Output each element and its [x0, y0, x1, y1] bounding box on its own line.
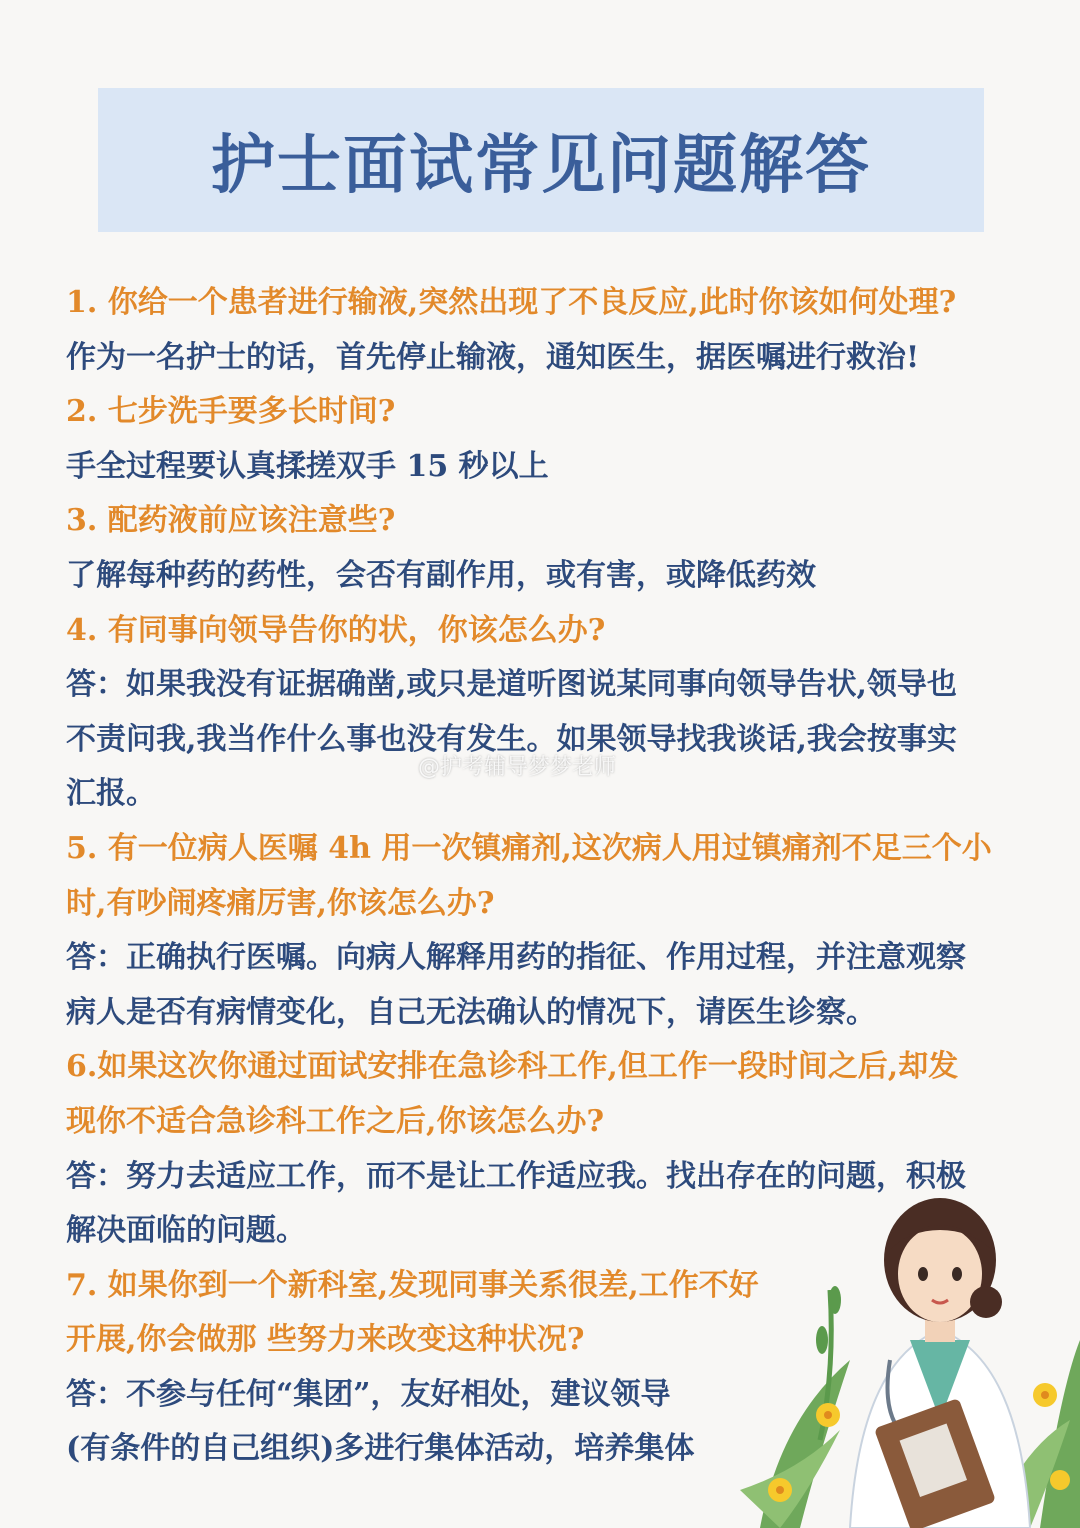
- nurse-illustration: [740, 1190, 1080, 1528]
- answer-line: 答：不参与任何“集团”，友好相处，建议领导: [66, 1376, 671, 1412]
- answer-line: 汇报。: [66, 776, 156, 812]
- question-line: 开展,你会做那 些努力来改变这种状况?: [66, 1322, 585, 1358]
- title-banner: [98, 88, 984, 232]
- answer-line: 答：努力去适应工作，而不是让工作适应我。找出存在的问题，积极: [66, 1158, 966, 1194]
- answer-line: 答：正确执行医嘱。向病人解释用药的指征、作用过程，并注意观察: [66, 940, 966, 976]
- question-line: 4. 有同事向领导告你的状，你该怎么办?: [66, 612, 606, 648]
- answer-line: 不责问我,我当作什么事也没有发生。如果领导找我谈话,我会按事实: [66, 721, 957, 757]
- answer-line: 手全过程要认真揉搓双手 15 秒以上: [66, 448, 549, 484]
- answer-line: 作为一名护士的话，首先停止输液，通知医生，据医嘱进行救治!: [66, 339, 920, 375]
- answer-line: 病人是否有病情变化，自己无法确认的情况下，请医生诊察。: [66, 994, 876, 1030]
- nurse-figure: [850, 1198, 1030, 1528]
- answer-line: (有条件的自己组织)多进行集体活动，培养集体: [66, 1431, 695, 1467]
- page-title: 护士面试常见问题解答: [211, 128, 871, 203]
- question-line: 6.如果这次你通过面试安排在急诊科工作,但工作一段时间之后,却发: [66, 1049, 959, 1085]
- question-line: 5. 有一位病人医嘱 4h 用一次镇痛剂,这次病人用过镇痛剂不足三个小: [66, 830, 992, 866]
- answer-line: 答：如果我没有证据确凿,或只是道听图说某同事向领导告状,领导也: [66, 667, 957, 703]
- question-line: 1. 你给一个患者进行输液,突然出现了不良反应,此时你该如何处理?: [66, 285, 957, 320]
- question-line: 2. 七步洗手要多长时间?: [66, 394, 396, 430]
- answer-line: 解决面临的问题。: [66, 1213, 306, 1249]
- question-line: 7. 如果你到一个新科室,发现同事关系很差,工作不好: [66, 1267, 759, 1303]
- answer-line: 了解每种药的药性，会否有副作用，或有害，或降低药效: [66, 557, 816, 593]
- watermark: @护考辅导梦梦老师: [418, 755, 617, 780]
- question-line: 时,有吵闹疼痛厉害,你该怎么办?: [66, 885, 495, 921]
- question-line: 现你不适合急诊科工作之后,你该怎么办?: [66, 1103, 605, 1139]
- question-line: 3. 配药液前应该注意些?: [66, 503, 396, 539]
